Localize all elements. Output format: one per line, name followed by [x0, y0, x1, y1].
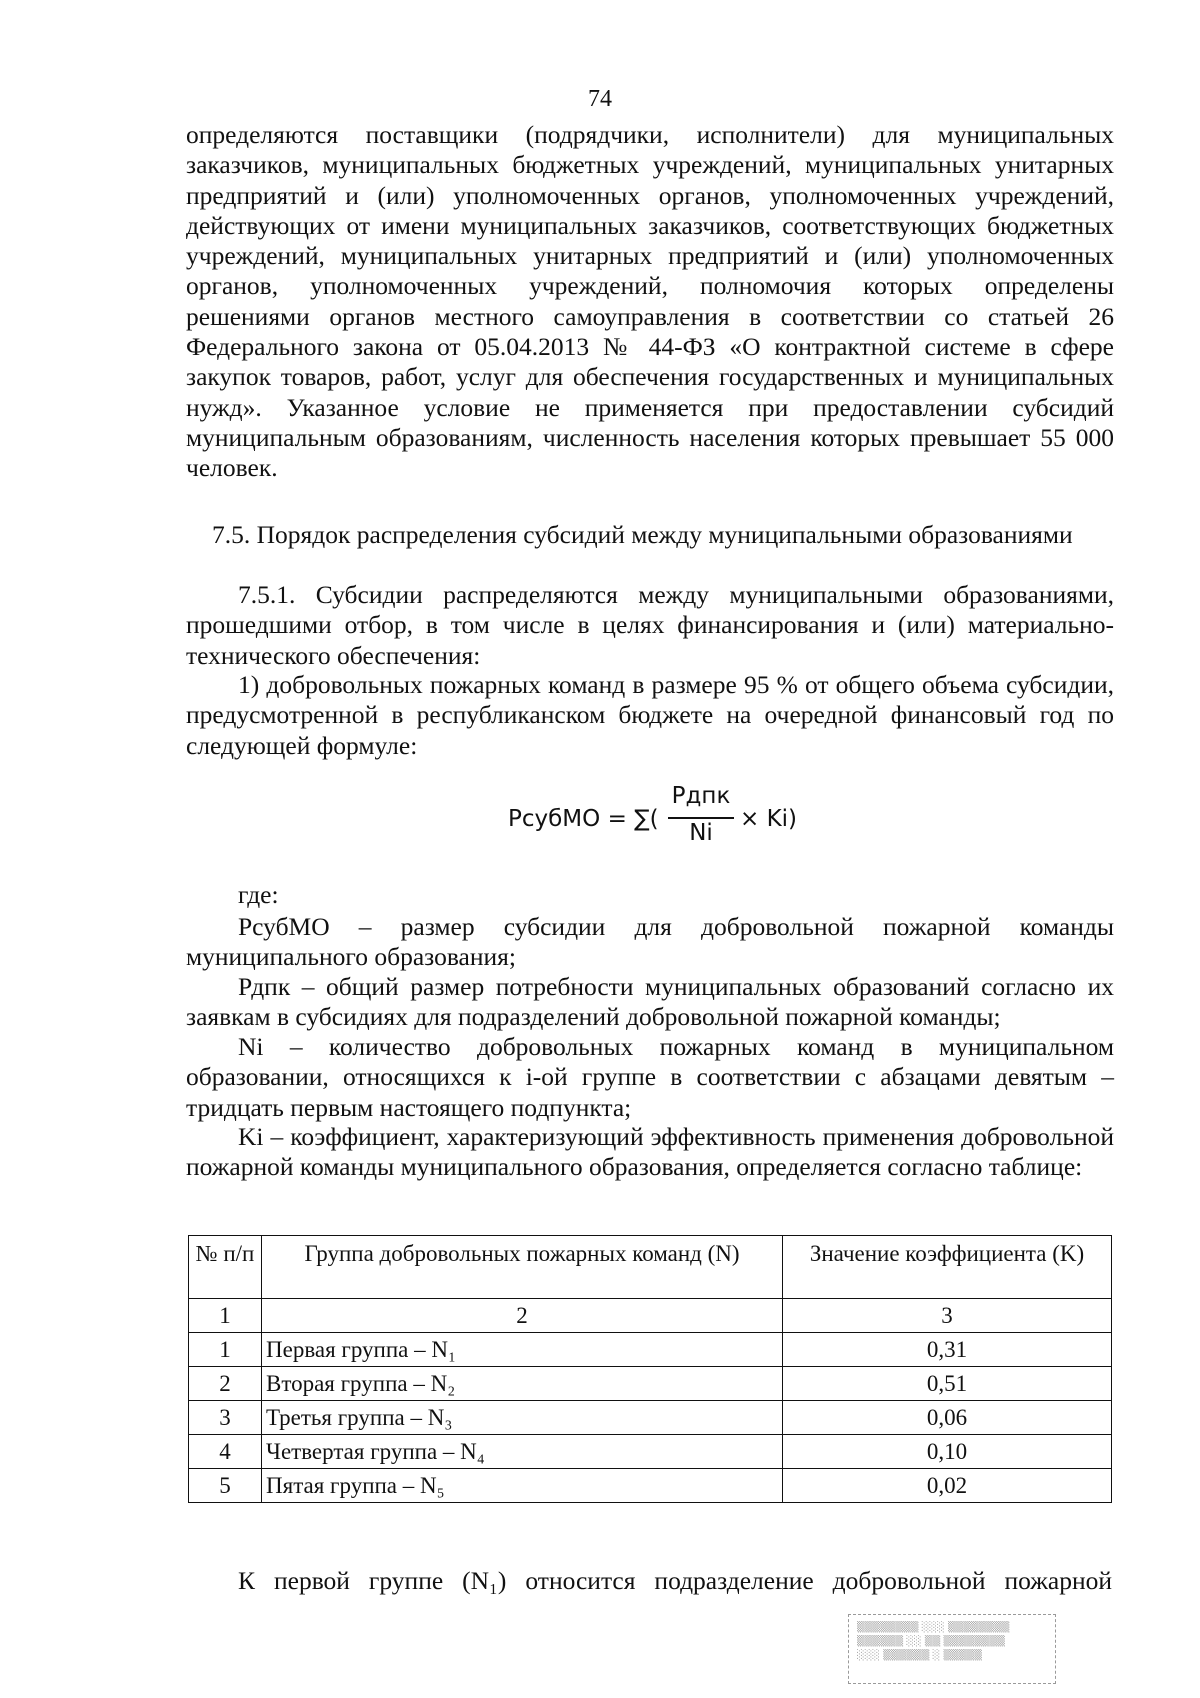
index-cell: 3 [783, 1299, 1112, 1333]
header-number: № п/п [189, 1236, 262, 1299]
row-number: 4 [189, 1435, 262, 1469]
table-row [189, 1469, 1112, 1503]
row-value: 0,31 [783, 1333, 1112, 1367]
page-number: 74 [588, 86, 612, 112]
row-number: 1 [189, 1333, 262, 1367]
formula-numerator: Рдпк [671, 783, 731, 809]
row-value: 0,06 [783, 1401, 1112, 1435]
row-value: 0,51 [783, 1367, 1112, 1401]
row-number: 3 [189, 1401, 262, 1435]
row-value: 0,10 [783, 1435, 1112, 1469]
row-group: Третья группа – N₃ [262, 1401, 783, 1435]
table-row [189, 1367, 1112, 1401]
table-row [189, 1401, 1112, 1435]
where-label: где: [238, 880, 279, 909]
continuation-line: К первой группе (N₁) относится подразделение добровольной пожарной [238, 1566, 1112, 1595]
paragraph-7-5-1: 7.5.1. Субсидии распределяются между муниципальными образованиями, прошедшими отбор, в том числе в целях финансирования и (или) материально-технического обеспечения: [186, 580, 1114, 670]
definition-ni: Ni – количество добровольных пожарных команд в муниципальном образовании, относящихся к i-ой группе в соответствии с абзацами девятым – тридцать первым настоящего подпункта; [186, 1032, 1114, 1122]
formula-rhs: × Ki) [740, 806, 798, 832]
section-title: 7.5. Порядок распределения субсидий между муниципальными образованиями [212, 520, 1073, 549]
faded-registration-stamp-icon: ▒▒▒▒▒▒▒▒ ░░░ ▒▒▒▒▒▒▒▒ ▒▒▒▒▒▒ ░░ ▒▒ ▒▒▒▒▒▒▒▒ ░░░ ▒▒▒▒▒▒ ░ ▒▒▒▒▒ [848, 1614, 1056, 1684]
row-value: 0,02 [783, 1469, 1112, 1503]
row-group: Четвертая группа – N₄ [262, 1435, 783, 1469]
row-group: Первая группа – N₁ [262, 1333, 783, 1367]
subsidy-formula [0, 782, 1200, 862]
paragraph-item-1: 1) добровольных пожарных команд в размере 95 % от общего объема субсидии, предусмотренной в республиканском бюджете на очередной финансовый год по следующей формуле: [186, 670, 1114, 760]
intro-paragraph: определяются поставщики (подрядчики, исполнители) для муниципальных заказчиков, муниципальных бюджетных учреждений, муниципальных унитарных предприятий и (или) уполномоченных органов, уполномоченных учреждений, действующих от имени муниципальных заказчиков, соответствующих бюджетных учреждений, муниципальных унитарных предприятий и (или) уполномоченных органов, уполномоченных учреждений, полномочия которых определены решениями органов местного самоуправления в соответствии со статьей 26 Федерального закона от 05.04.2013 № 44-ФЗ «О контрактной системе в сфере закупок товаров, работ, услуг для обеспечения государственных и муниципальных нужд». Указанное условие не применяется при предоставлении субсидий муниципальным образованиям, численность населения которых превышает 55 000 человек. [186, 120, 1114, 483]
definition-ki: Ki – коэффициент, характеризующий эффективность применения добровольной пожарной команды муниципального образования, определяется согласно таблице: [186, 1122, 1114, 1182]
formula-denominator: Ni [689, 820, 713, 846]
formula-fraction-bar [668, 817, 734, 819]
table-index-row [189, 1299, 1112, 1333]
row-number: 2 [189, 1367, 262, 1401]
index-cell: 1 [189, 1299, 262, 1333]
definition-rdpk: Рдпк – общий размер потребности муниципальных образований согласно их заявкам в субсидиях для подразделений добровольной пожарной команды; [186, 972, 1114, 1032]
header-coefficient: Значение коэффициента (K) [783, 1236, 1112, 1299]
row-group: Пятая группа – N₅ [262, 1469, 783, 1503]
table-row [189, 1333, 1112, 1367]
table-header-row [189, 1236, 1112, 1299]
definition-rsubmo: РсубМО – размер субсидии для добровольной пожарной команды муниципального образования; [186, 912, 1114, 972]
coefficient-table [188, 1235, 1112, 1503]
formula-lhs: РсубМО = ∑( [508, 806, 659, 832]
row-number: 5 [189, 1469, 262, 1503]
row-group: Вторая группа – N₂ [262, 1367, 783, 1401]
header-group: Группа добровольных пожарных команд (N) [262, 1236, 783, 1299]
table-row [189, 1435, 1112, 1469]
index-cell: 2 [262, 1299, 783, 1333]
